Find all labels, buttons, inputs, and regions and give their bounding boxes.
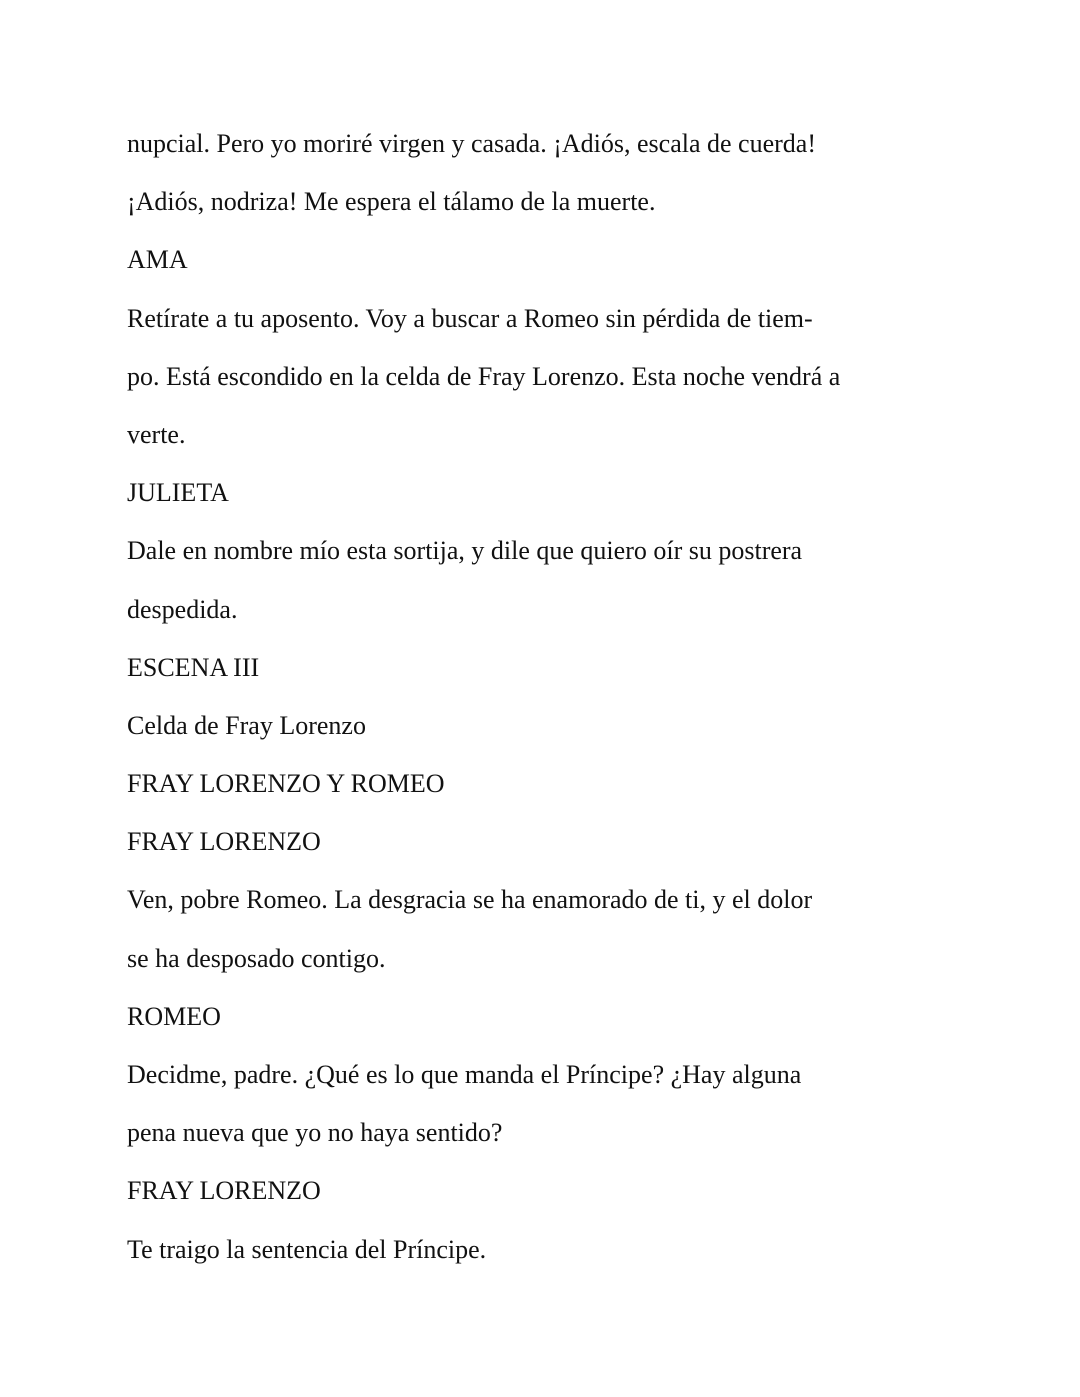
speaker-name: JULIETA (127, 478, 229, 508)
dialogue-line: pena nueva que yo no haya sentido? (127, 1118, 503, 1148)
dialogue-line: Decidme, padre. ¿Qué es lo que manda el Príncipe? ¿Hay alguna (127, 1060, 802, 1089)
speaker-name: ROMEO (127, 1001, 221, 1031)
speaker-name: FRAY LORENZO (127, 1176, 321, 1206)
scene-location: Celda de Fray Lorenzo (127, 710, 366, 740)
dialogue-line: Te traigo la sentencia del Príncipe. (127, 1234, 487, 1264)
play-text-block (127, 126, 887, 1290)
speaker-name: FRAY LORENZO (127, 827, 321, 857)
dialogue-line: Ven, pobre Romeo. La desgracia se ha enamorado de ti, y el dolor (127, 885, 813, 915)
scene-characters: FRAY LORENZO Y ROMEO (127, 769, 445, 799)
speaker-name: AMA (127, 245, 188, 275)
dialogue-line: verte. (127, 419, 186, 449)
dialogue-line: Retírate a tu aposento. Voy a buscar a Romeo sin pérdida de tiem- (127, 303, 813, 333)
scene-heading: ESCENA III (127, 652, 260, 682)
dialogue-line: despedida. (127, 594, 238, 624)
dialogue-line: nupcial. Pero yo moriré virgen y casada. ¡Adiós, escala de cuerda! (127, 129, 816, 158)
dialogue-line: Dale en nombre mío esta sortija, y dile que quiero oír su postrera (127, 536, 803, 566)
dialogue-line: po. Está escondido en la celda de Fray Lorenzo. Esta noche vendrá a (127, 361, 841, 391)
dialogue-line: ¡Adiós, nodriza! Me espera el tálamo de la muerte. (127, 187, 656, 217)
dialogue-line: se ha desposado contigo. (127, 943, 386, 973)
